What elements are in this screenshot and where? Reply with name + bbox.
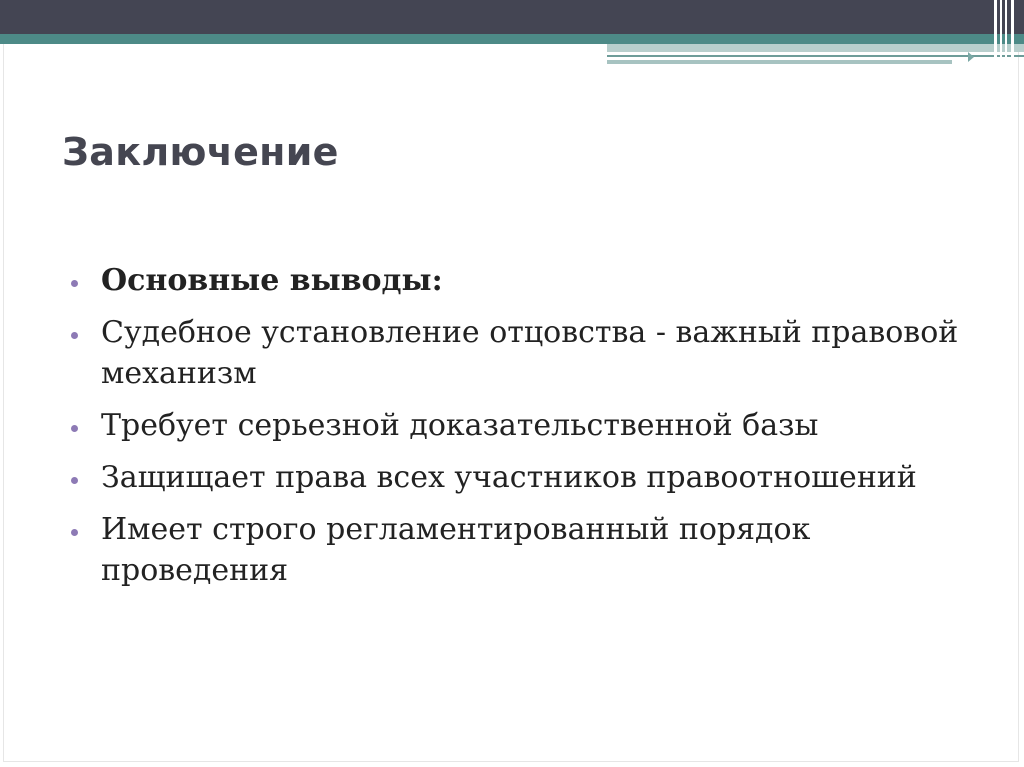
bullet-dot-icon [71, 332, 78, 339]
bullet-dot-icon [71, 477, 78, 484]
bullet-text: Основные выводы: [101, 263, 443, 298]
header-accent-line-light [607, 60, 952, 64]
bullet-dot-icon [71, 529, 78, 536]
bullet-item [70, 260, 970, 301]
header-band-teal-light [607, 44, 1024, 52]
header-band-dark [0, 0, 1024, 34]
triangle-right-icon [968, 52, 974, 62]
bullet-dot-icon [71, 280, 78, 287]
bullet-item [70, 509, 970, 591]
bullet-item [70, 457, 970, 498]
header-band-teal [0, 34, 1024, 44]
header-accent-line [607, 55, 1024, 57]
bullet-text: Защищает права всех участников правоотношений [101, 460, 917, 495]
bullet-list [70, 260, 970, 602]
bullet-text: Имеет строго регламентированный порядок проведения [101, 512, 811, 588]
bullet-text: Судебное установление отцовства - важный правовой механизм [101, 315, 959, 391]
bullet-item [70, 312, 970, 394]
header-vertical-stripes [990, 0, 1024, 66]
bullet-item [70, 405, 970, 446]
slide-title: Заключение [62, 130, 339, 174]
bullet-text: Требует серьезной доказательственной базы [101, 408, 819, 443]
bullet-dot-icon [71, 425, 78, 432]
